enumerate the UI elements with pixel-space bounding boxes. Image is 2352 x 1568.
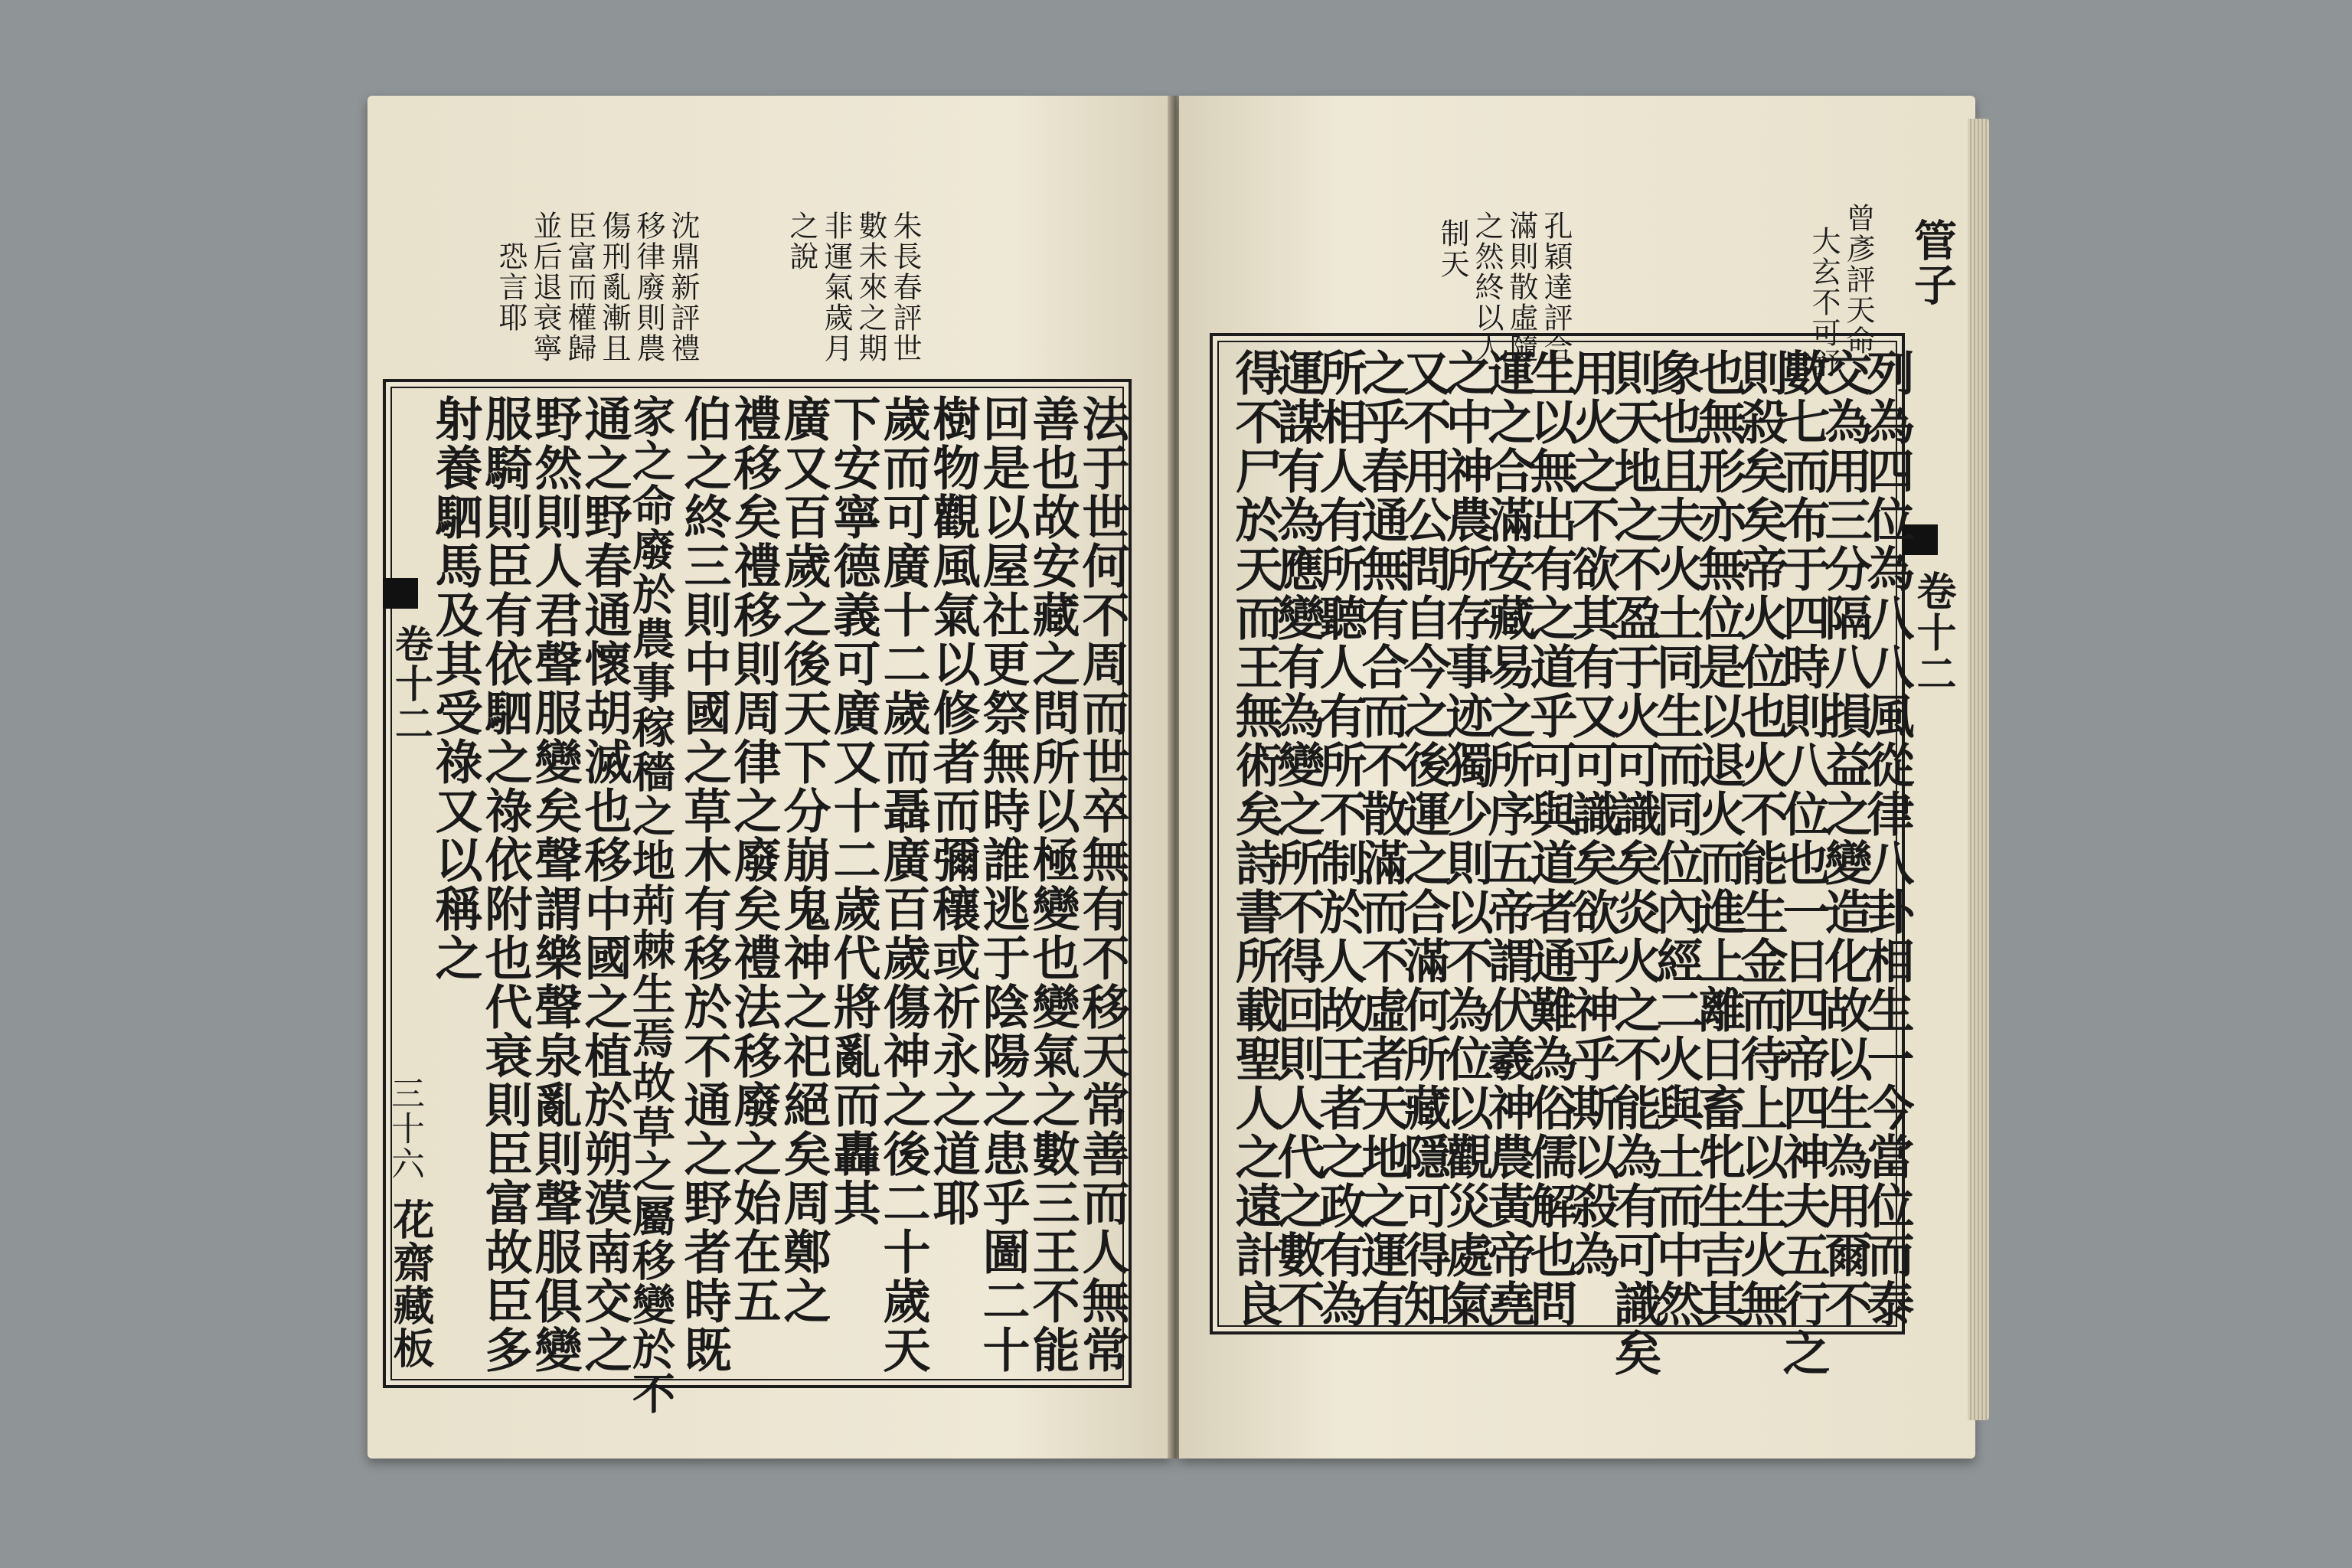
marginal-note: 臣富而權歸 [563,211,596,364]
text-column: 之中神農所存事迹獨少則以不為位以觀災處氣 [1438,348,1494,1328]
fishtail-mark [383,578,418,609]
marginal-note: 沈鼎新評禮 [666,211,700,364]
marginal-note: 之然終以人 [1470,211,1504,364]
text-column: 通之野春通懷胡滅也移中國之植於朔漠南交之 [577,394,632,1374]
marginal-note: 朱長春評世 [888,211,922,364]
text-column: 樹物觀風氣以修者而彌穰或祈永之道耶 [925,394,981,1227]
marginal-note: 孔穎達評合 [1539,211,1573,364]
marginal-note: 曾彥評天命 [1841,203,1875,356]
marginal-note: 大玄不可舒 [1807,226,1841,379]
page-number: 三十六 [385,1076,424,1181]
publisher-mark: 花齋藏板 [387,1198,436,1370]
text-column: 回是以屋社更祭無時誰逃于陰陽之患乎圖二十 [975,394,1031,1374]
text-column: 又不用公問自今之後運之合滿何所藏隱可得知 [1396,348,1452,1328]
text-column: 服騎則臣有依駟之祿依附也代衰則臣富故臣多 [477,394,533,1374]
marginal-note: 傷刑亂漸且 [597,211,631,364]
marginal-note: 恐言耶 [494,241,528,333]
marginal-note: 滿則散虛隨 [1504,211,1538,364]
open-book [360,96,1991,1474]
text-column: 列為四位為八八風從律八卦相生一今當位而泰 [1859,348,1915,1328]
text-column: 交為用三分隔八損益之變造化故以生為用爾不 [1817,348,1873,1328]
text-column: 數七而布于四時則八位也一日四帝四神夫五行之 [1775,348,1831,1377]
text-column: 所相人有所聽人有所不制於人故王者之政有為 [1312,348,1367,1328]
marginal-note: 移律廢則農 [632,211,665,364]
text-column: 之乎春通無有合而不散滿而不虛者天地之運有 [1354,348,1410,1328]
chapter-label: 卷十二 [1909,570,1956,694]
chapter-label: 卷十二 [389,624,434,743]
text-column: 生以無出有之道乎可與道者通難為俗儒解也問 [1522,348,1578,1328]
text-column: 野然則人君聲服變矣聲謂樂聲泉亂則聲服俱變 [527,394,583,1374]
text-column: 運謀有為應變有為變之所不得回則人代之數不 [1269,348,1325,1328]
marginal-note: 數未來之期 [854,211,887,364]
text-column: 家之命廢於農事稼穡之地荊棘生焉故草之屬移變於不 [626,394,676,1416]
text-column: 運之合滿安藏易之所序五帝謂伏羲神農黃帝堯 [1480,348,1536,1328]
text-column: 則殺矣矣帝火位也火不能生金而待上以生火無 [1733,348,1788,1328]
marginal-note: 制天 [1436,218,1469,279]
marginal-note: 之說 [785,211,818,272]
text-column: 善也故安藏之問所以極變也變氣之數三王不能 [1024,394,1080,1374]
text-column: 伯之終三則中國之草木有移於不通之野者時既 [676,394,732,1374]
text-column: 也無形亦無位是以退火而進上離日畜牝生吉其 [1690,348,1746,1328]
text-column: 射養駟馬及其受祿又以稱之 [427,394,483,982]
marginal-note: 非運氣歲月 [819,211,853,364]
text-column: 用火之不欲其有又可識矣欲乎神乎斯以殺為 [1564,348,1620,1279]
page-edges [1968,119,1989,1420]
text-column: 得不尸於天而王無術矣詩書所載聖人之遠計良 [1227,348,1283,1328]
text-column: 法于世何不周而世卒無有不移天常善而人無常 [1074,394,1130,1374]
text-column: 則天地之不盈于火可識矣炎火之不能為有可識矣 [1606,348,1662,1377]
marginal-note: 並后退衰寧 [528,211,562,364]
running-title: 管子 [1907,218,1958,307]
text-column: 廣又百歲之後天下分崩鬼神之祀絕矣周鄭之 [776,394,831,1325]
text-column: 象也且夫火土同生而同位內經二火與土而中然 [1648,348,1704,1328]
text-column: 歲而可廣十二歲而聶廣百歲傷神之後二十歲天 [875,394,931,1374]
text-column: 禮移矣禮移則周律之廢矣禮法移廢之始在五 [726,394,782,1325]
text-column: 下安寧德義可廣又十二歲代將亂而轟其 [825,394,881,1227]
